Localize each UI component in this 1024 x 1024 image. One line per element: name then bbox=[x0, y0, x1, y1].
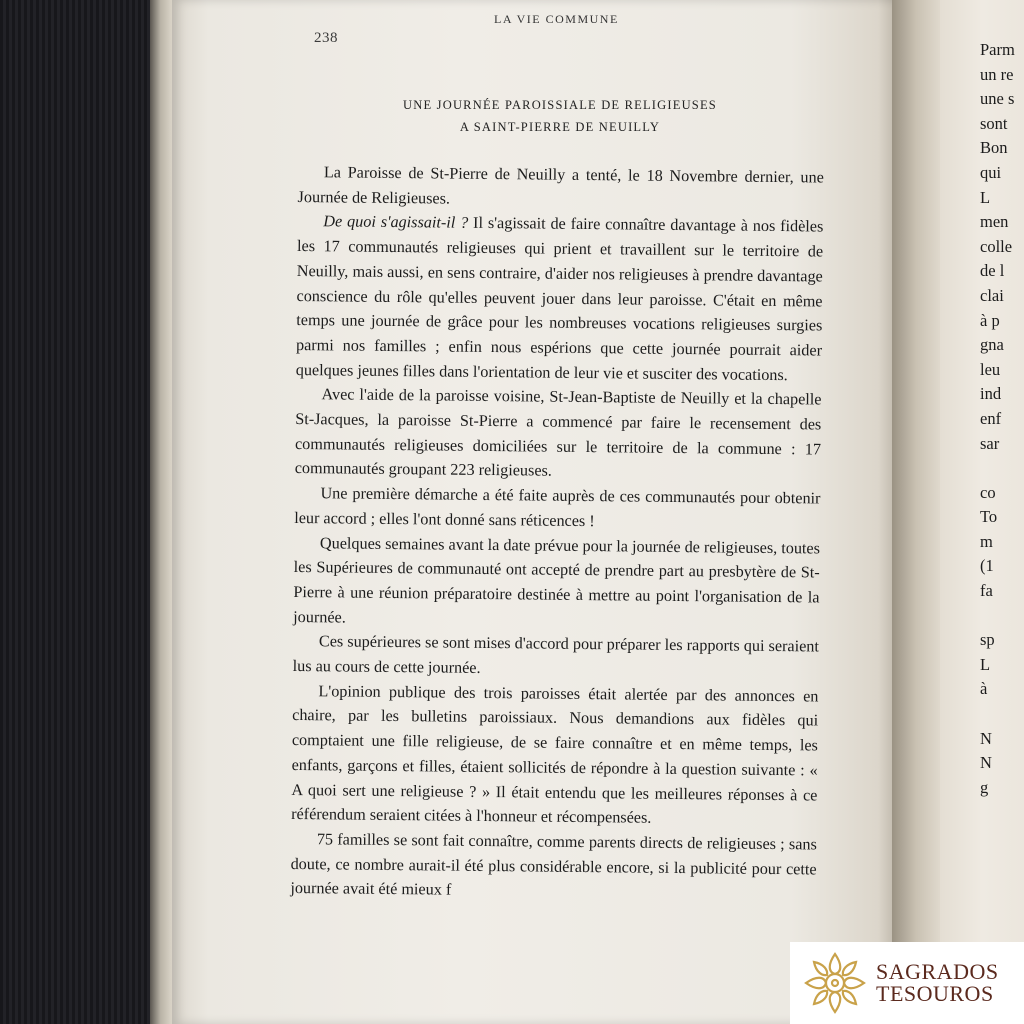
paragraph-1: La Paroisse de St-Pierre de Neuilly a tenté, le 18 Novembre dernier, une Journée de Religieuses. bbox=[297, 163, 824, 208]
right-page-line: un re bbox=[980, 64, 1014, 84]
paragraph-2 bbox=[296, 209, 824, 387]
right-page-line: To bbox=[980, 507, 998, 527]
article-title-line2: A SAINT-PIERRE DE NEUILLY bbox=[459, 120, 661, 134]
paragraph-2-text: Il s'agissait de faire connaître davantage à nos fidèles les 17 communautés religieuses qui prient et travaillent sur le territoire de Neuilly, mais aussi, en sens contraire, d'aider nos religieuses à prendre davantage conscience du rôle qu'elles peuvent jouer dans leur paroisse. C'était en même temps une journée de grâce pour les nombreuses vocations religieuses surgies parmi nos familles ; enfin nous espérions que cette journée pourrait aider quelques jeunes filles dans l'orientation de leur vie et susciter des vocations. bbox=[295, 214, 824, 384]
running-head: LA VIE COMMUNE bbox=[494, 12, 619, 26]
right-page-line: N bbox=[980, 753, 992, 773]
right-page-line: fa bbox=[980, 581, 993, 601]
right-page-line: sar bbox=[980, 433, 1000, 453]
paragraph-8: 75 familles se sont fait connaître, comme parents directs de religieuses ; sans doute, ce nombre aurait-il été plus considérable encore, si la publicité pour cette journée avait été mieux f bbox=[290, 830, 817, 900]
right-page-line: Bon bbox=[980, 138, 1008, 158]
paragraph-7: L'opinion publique des trois paroisses était alertée par des annonces en chaire, par les bulletins paroissiaux. Nous demandions aux fidèles qui comptaient une fille religieuse, de se faire connaître et en même temps, les enfants, garçons et filles, étaient sollicités de répondre à la question suivante : « A quoi sert une religieuse ? » Il était entendu que les meilleures réponses à ce référendum seraient citées à l'honneur et récompensées. bbox=[291, 682, 819, 828]
paragraph-2-question: De quoi s'agissait-il ? bbox=[323, 212, 469, 233]
paragraph-5: Quelques semaines avant la date prévue pour la journée de religieuses, toutes les Supérieures de communauté ont accepté de prendre part au presbytère de St-Pierre à une réunion préparatoire destinée à mettre au point l'organisation de la journée. bbox=[293, 533, 821, 627]
watermark-line1: SAGRADOS bbox=[876, 959, 999, 984]
watermark-text bbox=[876, 961, 999, 1005]
right-page-line: sont bbox=[980, 113, 1008, 133]
article-body bbox=[290, 160, 824, 907]
right-page-line: L bbox=[980, 187, 991, 207]
right-page-line: (1 bbox=[980, 556, 994, 576]
right-page-line: à bbox=[980, 679, 988, 699]
right-page-line: L bbox=[980, 654, 991, 674]
right-page-line: sp bbox=[980, 630, 995, 650]
right-page-line: g bbox=[980, 777, 989, 797]
article-title-line1: UNE JOURNÉE PAROISSIALE DE RELIGIEUSES bbox=[403, 98, 717, 112]
right-page-line: ind bbox=[980, 384, 1002, 404]
page-number: 238 bbox=[314, 30, 338, 46]
right-page-line: Parm bbox=[980, 40, 1015, 59]
right-page-line: co bbox=[980, 482, 996, 502]
watermark-logo bbox=[790, 942, 1024, 1024]
ornament-icon bbox=[800, 948, 870, 1018]
right-page-line bbox=[980, 456, 1024, 481]
right-page-line: men bbox=[980, 212, 1009, 232]
right-page-line: à p bbox=[980, 310, 1000, 330]
paragraph-6: Ces supérieures se sont mises d'accord pour préparer les rapports qui seraient lus au cours de cette journée. bbox=[292, 632, 820, 678]
right-page-line bbox=[980, 800, 1024, 825]
paragraph-4: Une première démarche a été faite auprès de ces communautés pour obtenir leur accord ; elles l'ont donné sans réticences ! bbox=[294, 484, 821, 530]
right-page-line: colle bbox=[980, 236, 1013, 256]
right-page-line: m bbox=[980, 531, 993, 551]
right-page-line: de l bbox=[980, 261, 1005, 281]
right-page-line bbox=[980, 702, 1024, 727]
right-page-line: leu bbox=[980, 359, 1001, 379]
dark-background bbox=[0, 0, 165, 1024]
right-page-line: qui bbox=[980, 162, 1002, 182]
watermark-line2: TESOUROS bbox=[876, 981, 994, 1006]
right-page-line: une s bbox=[980, 89, 1015, 109]
right-page-line: gna bbox=[980, 335, 1004, 355]
right-page-line: enf bbox=[980, 408, 1002, 428]
right-page-line bbox=[980, 850, 1024, 875]
right-page-line: N bbox=[980, 728, 992, 748]
right-page-line bbox=[980, 825, 1024, 850]
right-page-line: clai bbox=[980, 285, 1004, 305]
right-page-line bbox=[980, 604, 1024, 629]
right-page-text bbox=[980, 38, 1024, 874]
paragraph-3: Avec l'aide de la paroisse voisine, St-Jean-Baptiste de Neuilly et la chapelle St-Jacques, la paroisse St-Pierre a commencé par faire le recensement des communautés religieuses domiciliées sur le territoire de la commune : 17 communautés groupant 223 religieuses. bbox=[294, 385, 822, 481]
